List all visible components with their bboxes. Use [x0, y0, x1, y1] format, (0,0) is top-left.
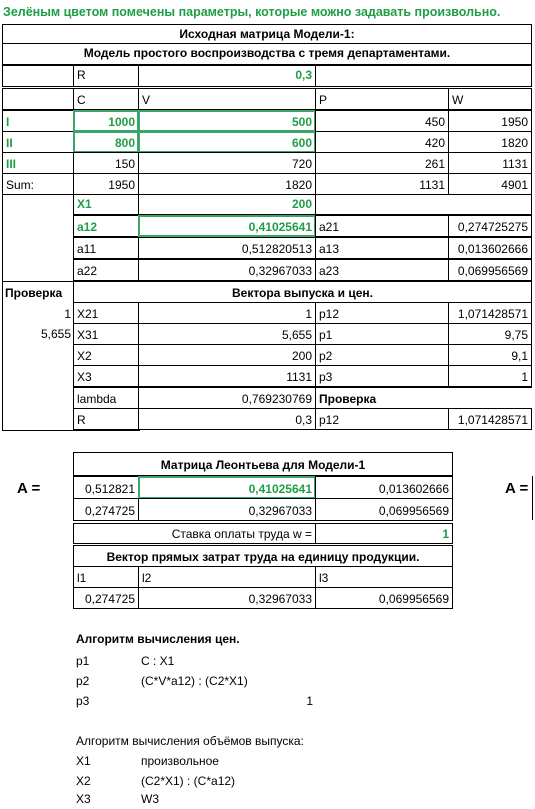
p2-value[interactable]: 9,1 [448, 344, 532, 366]
l3-header[interactable]: l3 [315, 566, 453, 588]
l2-value[interactable]: 0,32967033 [138, 587, 316, 609]
leontief-cell-13[interactable]: 0,013602666 [315, 476, 453, 499]
output-x2-formula[interactable]: (C2*X1) : (C*a12) [141, 774, 236, 788]
price-p1-label[interactable]: p1 [76, 654, 90, 668]
cell-p-i[interactable]: 450 [315, 110, 449, 132]
price-p2-formula[interactable]: (C*V*a12) : (C2*X1) [141, 674, 248, 688]
cell-v-sum[interactable]: 1820 [138, 173, 316, 195]
cell-p-ii[interactable]: 420 [315, 131, 449, 153]
leontief-cell-22[interactable]: 0,32967033 [138, 498, 316, 521]
leontief-cell-12[interactable]: 0,41025641 [138, 476, 316, 499]
check2-label[interactable]: Проверка [315, 387, 532, 409]
x2-value[interactable]: 200 [138, 344, 316, 366]
a-label-right: A = [505, 480, 529, 497]
leontief-cell-23[interactable]: 0,069956569 [315, 498, 453, 521]
wage-value[interactable]: 1 [315, 523, 453, 544]
cell-c-sum[interactable]: 1950 [73, 173, 139, 195]
cell-w-sum[interactable]: 4901 [448, 173, 532, 195]
cell-empty[interactable] [2, 194, 74, 282]
a22-label[interactable]: a22 [73, 259, 139, 281]
row-label-i[interactable]: I [2, 110, 74, 132]
p12-label[interactable]: p12 [315, 302, 449, 324]
leontief-cell-11[interactable]: 0,512821 [73, 476, 139, 499]
cell-empty[interactable] [315, 65, 532, 87]
price-p3-value[interactable]: 1 [306, 694, 313, 708]
a13-label[interactable]: a13 [315, 237, 449, 259]
r-label[interactable]: R [73, 65, 139, 87]
a21-label[interactable]: a21 [315, 215, 449, 237]
p3-value[interactable]: 1 [448, 365, 532, 387]
x3-value[interactable]: 1131 [138, 365, 316, 387]
p12b-value[interactable]: 1,071428571 [448, 408, 532, 430]
r2-value[interactable]: 0,3 [138, 408, 316, 430]
l1-value[interactable]: 0,274725 [73, 587, 139, 609]
l1-header[interactable]: l1 [73, 566, 139, 588]
model-subtitle[interactable]: Модель простого воспроизводства с тремя департаментами. [2, 43, 532, 65]
a11-value[interactable]: 0,512820513 [138, 237, 316, 259]
cell-p-sum[interactable]: 1131 [315, 173, 449, 195]
lambda-value[interactable]: 0,769230769 [138, 387, 316, 409]
output-x3-label[interactable]: X3 [76, 792, 91, 806]
cell-c-iii[interactable]: 150 [73, 152, 139, 174]
p2-label[interactable]: p2 [315, 344, 449, 366]
a23-value[interactable]: 0,069956569 [448, 259, 532, 281]
cell-p-iii[interactable]: 261 [315, 152, 449, 174]
output-x3-text[interactable]: W3 [141, 792, 159, 806]
leontief-title[interactable]: Матрица Леонтьева для Модели-1 [73, 452, 453, 476]
cell-empty[interactable] [2, 65, 74, 87]
header-c[interactable]: C [73, 88, 139, 110]
cell-v-ii[interactable]: 600 [138, 131, 316, 153]
model-title[interactable]: Исходная матрица Модели-1: [2, 24, 532, 44]
cell-empty[interactable] [2, 88, 74, 110]
check-value-1[interactable]: 1 [64, 307, 71, 321]
x21-value[interactable]: 1 [138, 302, 316, 324]
cell-c-i[interactable]: 1000 [73, 110, 139, 132]
a21-value[interactable]: 0,274725275 [448, 215, 532, 237]
price-algo-title[interactable]: Алгоритм вычисления цен. [76, 632, 240, 646]
check-value-2[interactable]: 5,655 [40, 327, 71, 341]
output-x1-text[interactable]: произвольное [141, 754, 219, 768]
a12-label[interactable]: a12 [73, 215, 139, 237]
a22-value[interactable]: 0,32967033 [138, 259, 316, 281]
cell-v-iii[interactable]: 720 [138, 152, 316, 174]
p3-label[interactable]: p3 [315, 365, 449, 387]
cell-w-ii[interactable]: 1820 [448, 131, 532, 153]
a23-label[interactable]: a23 [315, 259, 449, 281]
x21-label[interactable]: X21 [73, 302, 139, 324]
header-v[interactable]: V [138, 88, 316, 110]
leontief-cell-21[interactable]: 0,274725 [73, 498, 139, 521]
cell-c-ii[interactable]: 800 [73, 131, 139, 153]
labor-title[interactable]: Вектор прямых затрат труда на единицу продукции. [73, 545, 453, 567]
x31-label[interactable]: X31 [73, 323, 139, 345]
p1-value[interactable]: 9,75 [448, 323, 532, 345]
a12-value[interactable]: 0,41025641 [138, 215, 316, 237]
header-p[interactable]: P [315, 88, 449, 110]
p1-label[interactable]: p1 [315, 323, 449, 345]
output-x2-label[interactable]: X2 [76, 774, 91, 788]
row-label-iii[interactable]: III [2, 152, 74, 174]
l3-value[interactable]: 0,069956569 [315, 587, 453, 609]
header-w[interactable]: W [448, 88, 532, 110]
r-value[interactable]: 0,3 [138, 65, 316, 87]
wage-label[interactable]: Ставка оплаты труда w = [73, 523, 316, 544]
cell-w-i[interactable]: 1950 [448, 110, 532, 132]
output-algo-title[interactable]: Алгоритм вычисления объёмов выпуска: [76, 734, 304, 748]
cell-empty[interactable] [315, 194, 532, 215]
a-label-left: A = [17, 480, 41, 497]
p12-value[interactable]: 1,071428571 [448, 302, 532, 324]
price-p1-formula[interactable]: C : X1 [141, 654, 175, 668]
check-label[interactable]: Проверка [5, 286, 63, 300]
x1-value[interactable]: 200 [138, 194, 316, 215]
price-p3-label[interactable]: p3 [76, 694, 90, 708]
banner-note: Зелёным цветом помечены параметры, которые можно задавать произвольно. [3, 5, 501, 19]
l2-header[interactable]: l2 [138, 566, 316, 588]
r2-label[interactable]: R [73, 408, 139, 430]
vectors-title[interactable]: Вектора выпуска и цен. [73, 281, 532, 303]
x3-label[interactable]: X3 [73, 365, 139, 387]
p12b-label[interactable]: p12 [315, 408, 449, 430]
x31-value[interactable]: 5,655 [138, 323, 316, 345]
x1-label[interactable]: X1 [73, 194, 139, 215]
x2-label[interactable]: X2 [73, 344, 139, 366]
price-p2-label[interactable]: p2 [76, 674, 90, 688]
lambda-label[interactable]: lambda [73, 387, 139, 409]
cell-v-i[interactable]: 500 [138, 110, 316, 132]
a13-value[interactable]: 0,013602666 [448, 237, 532, 259]
output-x1-label[interactable]: X1 [76, 754, 91, 768]
a11-label[interactable]: a11 [73, 237, 139, 259]
row-label-ii[interactable]: II [2, 131, 74, 153]
cell-w-iii[interactable]: 1131 [448, 152, 532, 174]
row-label-sum[interactable]: Sum: [2, 173, 74, 195]
